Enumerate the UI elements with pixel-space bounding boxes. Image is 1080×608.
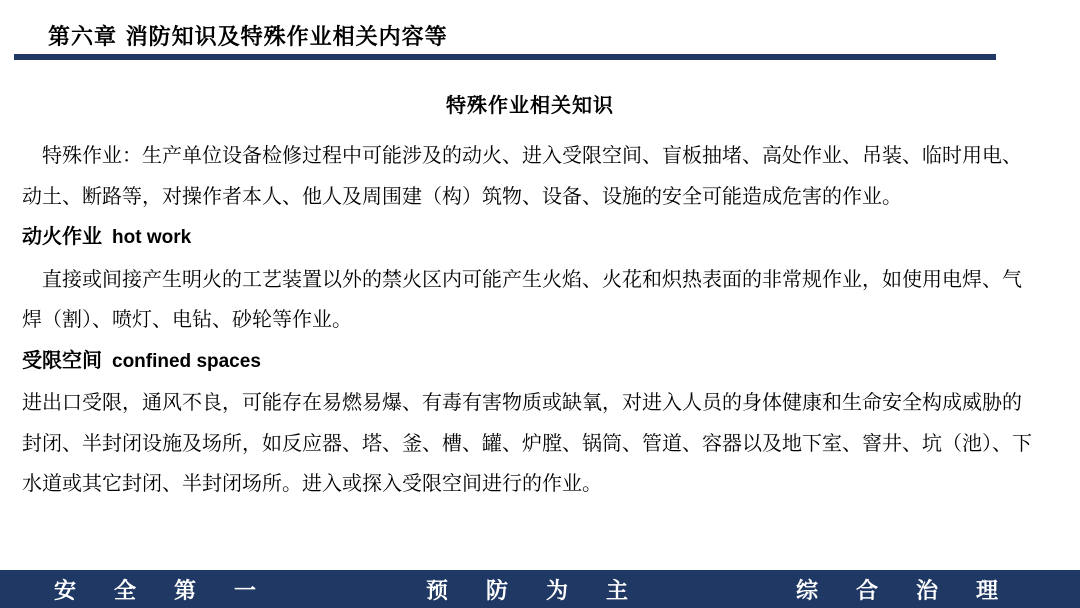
hot-work-term-en: hot work	[112, 227, 192, 248]
hot-work-term	[22, 216, 1037, 259]
confined-spaces-term-en: confined spaces	[112, 350, 261, 372]
content-body	[22, 135, 1037, 504]
intro-paragraph: 特殊作业：生产单位设备检修过程中可能涉及的动火、进入受限空间、盲板抽堵、高处作业、吊装、临时用电、动土、断路等，对操作者本人、他人及周围建（构）筑物、设备、设施的安全可能造成危害的作业。	[22, 143, 1022, 208]
confined-spaces-definition: 进出口受限，通风不良，可能存在易燃易爆、有毒有害物质或缺氧，对进入人员的身体健康和生命安全构成威胁的封闭、半封闭设施及场所，如反应器、塔、釜、槽、罐、炉膛、锅筒、管道、容器以及地下室、窨井、坑（池）、下水道或其它封闭、半封闭场所。进入或探入受限空间进行的作业。	[22, 390, 1032, 495]
hot-work-term-cn: 动火作业	[22, 224, 102, 248]
slogan-prevention-first: 预防为主	[426, 579, 667, 604]
section-heading: 特殊作业相关知识	[446, 93, 614, 117]
confined-spaces-term-cn: 受限空间	[22, 347, 102, 372]
confined-spaces-term	[22, 340, 1037, 383]
chapter-title: 第六章 消防知识及特殊作业相关内容等	[48, 25, 448, 50]
header-divider	[14, 54, 996, 60]
slogan-safety-first: 安全第一	[54, 579, 295, 604]
slogan-comprehensive-management: 综合治理	[796, 579, 1037, 604]
footer-banner	[0, 570, 1080, 608]
hot-work-definition: 直接或间接产生明火的工艺装置以外的禁火区内可能产生火焰、火花和炽热表面的非常规作业，如使用电焊、气焊（割）、喷灯、电钻、砂轮等作业。	[22, 266, 1022, 331]
